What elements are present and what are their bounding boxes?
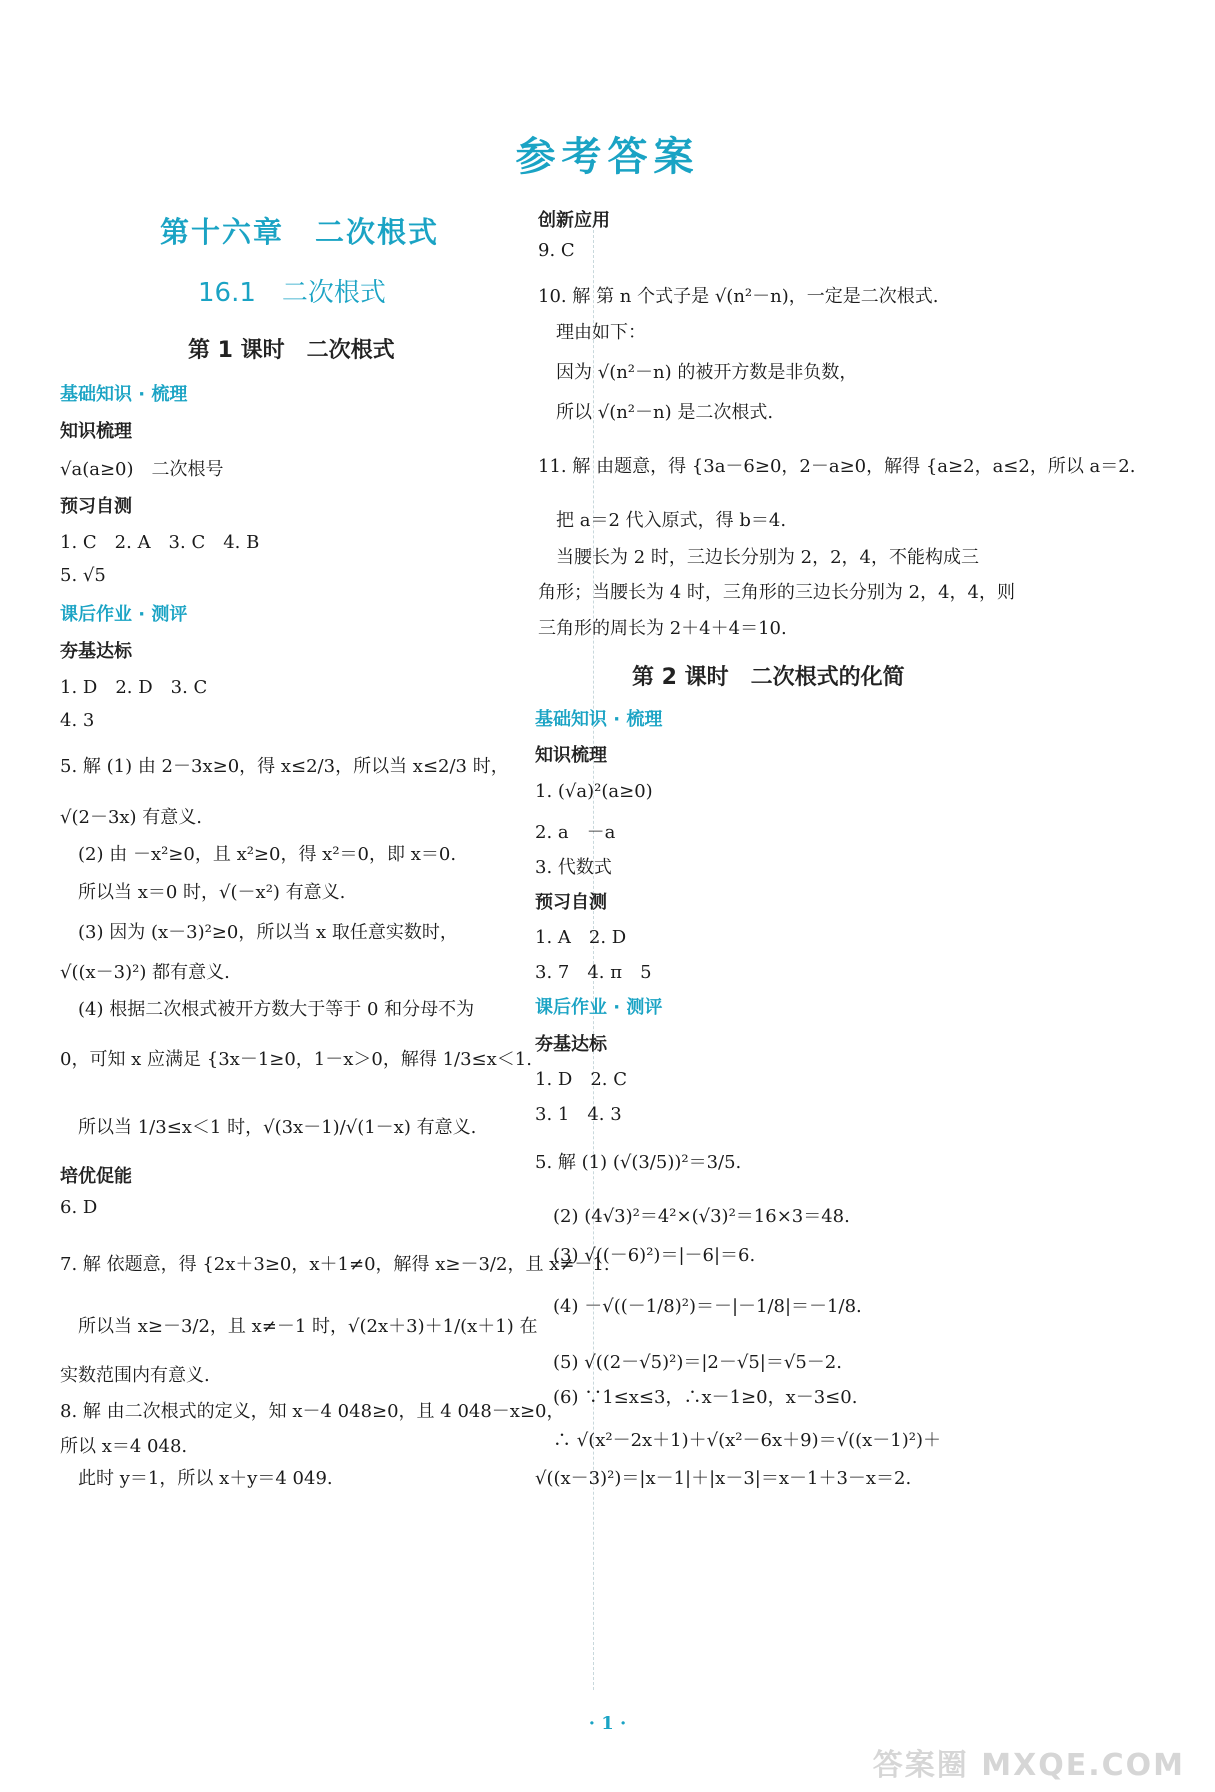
watermark: 答案圈 MXQE.COM xyxy=(872,1748,1185,1783)
chapter-title: 第十六章 二次根式 xyxy=(160,215,440,249)
answer-line: √a(a≥0) 二次根号 xyxy=(60,459,224,480)
answer-line: 11. 解 由题意，得 {3a－6≥0，2－a≥0，解得 {a≥2，a≤2，所以 a＝2. xyxy=(538,456,1136,477)
answer-line: 所以当 x＝0 时，√(－x²) 有意义. xyxy=(60,882,346,903)
answer-line: (4) －√((－1/8)²)＝－|－1/8|＝－1/8. xyxy=(535,1296,862,1317)
answer-line: 9. C xyxy=(538,240,575,261)
subsection-heading: 知识梳理 xyxy=(60,421,132,442)
answer-line: 10. 解 第 n 个式子是 √(n²－n)，一定是二次根式. xyxy=(538,286,939,307)
subsection-heading: 预习自测 xyxy=(535,892,607,913)
answer-line: 所以 √(n²－n) 是二次根式. xyxy=(538,402,774,423)
answer-line: 1. A 2. D xyxy=(535,927,627,948)
answer-line: (2) (4√3)²＝4²×(√3)²＝16×3＝48. xyxy=(535,1206,850,1227)
answer-line: 因为 √(n²－n) 的被开方数是非负数， xyxy=(538,362,858,383)
subsection-heading: 预习自测 xyxy=(60,496,132,517)
answer-line: 所以当 x≥－3/2，且 x≠－1 时，√(2x＋3)＋1/(x＋1) 在 xyxy=(60,1316,538,1337)
lesson-2-title: 第 2 课时 二次根式的化简 xyxy=(632,665,905,690)
page-number: · 1 · xyxy=(588,1713,627,1734)
section-tag: 课后作业 · 测评 xyxy=(60,604,188,625)
answer-line: 当腰长为 2 时，三边长分别为 2，2，4，不能构成三 xyxy=(538,547,979,568)
answer-line: 3. 7 4. π 5 xyxy=(535,962,652,983)
answer-line: 1. (√a)²(a≥0) xyxy=(535,781,653,802)
subsection-heading: 培优促能 xyxy=(60,1166,132,1187)
page-title: 参考答案 xyxy=(515,134,700,180)
section-title: 16.1 二次根式 xyxy=(198,278,386,308)
subsection-heading: 夯基达标 xyxy=(535,1034,607,1055)
answer-line: 此时 y＝1，所以 x＋y＝4 049. xyxy=(60,1468,333,1489)
subsection-heading: 创新应用 xyxy=(538,210,610,231)
subsection-heading: 知识梳理 xyxy=(535,745,607,766)
answer-line: 6. D xyxy=(60,1197,98,1218)
answer-line: 4. 3 xyxy=(60,710,95,731)
answer-line: (5) √((2－√5)²)＝|2－√5|＝√5－2. xyxy=(535,1352,842,1373)
answer-line: 0，可知 x 应满足 {3x－1≥0，1－x＞0，解得 1/3≤x＜1. xyxy=(60,1049,532,1070)
section-tag: 课后作业 · 测评 xyxy=(535,997,663,1018)
answer-line: 角形；当腰长为 4 时，三角形的三边长分别为 2，4，4，则 xyxy=(538,582,1015,603)
lesson-1-title: 第 1 课时 二次根式 xyxy=(188,338,395,363)
answer-line: 所以 x＝4 048. xyxy=(60,1436,188,1457)
answer-line: 5. √5 xyxy=(60,565,106,586)
answer-line: √((x－3)²)＝|x－1|＋|x－3|＝x－1＋3－x＝2. xyxy=(535,1468,912,1489)
section-tag: 基础知识 · 梳理 xyxy=(535,709,663,730)
answer-line: 3. 代数式 xyxy=(535,857,612,878)
answer-line: 8. 解 由二次根式的定义，知 x－4 048≥0，且 4 048－x≥0， xyxy=(60,1401,565,1422)
answer-line: (3) √((－6)²)＝|－6|＝6. xyxy=(535,1245,756,1266)
answer-line: 实数范围内有意义. xyxy=(60,1365,210,1386)
answer-line: 1. D 2. D 3. C xyxy=(60,677,208,698)
answer-line: 1. D 2. C xyxy=(535,1069,627,1090)
answer-line: 3. 1 4. 3 xyxy=(535,1104,622,1125)
answer-line: (4) 根据二次根式被开方数大于等于 0 和分母不为 xyxy=(60,999,475,1020)
answer-line: 7. 解 依题意，得 {2x＋3≥0，x＋1≠0，解得 x≥－3/2，且 x≠－1. xyxy=(60,1254,610,1275)
answer-line: 三角形的周长为 2＋4＋4＝10. xyxy=(538,618,787,639)
answer-line: ∴ √(x²－2x＋1)＋√(x²－6x＋9)＝√((x－1)²)＋ xyxy=(535,1430,941,1451)
subsection-heading: 夯基达标 xyxy=(60,641,132,662)
section-tag: 基础知识 · 梳理 xyxy=(60,384,188,405)
answer-line: 5. 解 (1) (√(3/5))²＝3/5. xyxy=(535,1152,742,1173)
answer-line: 5. 解 (1) 由 2－3x≥0，得 x≤2/3，所以当 x≤2/3 时， xyxy=(60,756,509,777)
answer-line: 理由如下： xyxy=(538,322,646,343)
answer-line: √(2－3x) 有意义. xyxy=(60,807,203,828)
answer-line: 所以当 1/3≤x＜1 时，√(3x－1)/√(1－x) 有意义. xyxy=(60,1117,477,1138)
answer-line: 2. a －a xyxy=(535,822,616,843)
answer-line: 1. C 2. A 3. C 4. B xyxy=(60,532,260,553)
answer-line: (6) ∵1≤x≤3，∴x－1≥0，x－3≤0. xyxy=(535,1387,858,1408)
answer-line: (3) 因为 (x－3)²≥0，所以当 x 取任意实数时， xyxy=(60,922,458,943)
answer-line: (2) 由 －x²≥0，且 x²≥0，得 x²＝0，即 x＝0. xyxy=(60,844,457,865)
answer-line: √((x－3)²) 都有意义. xyxy=(60,962,230,983)
answer-line: 把 a＝2 代入原式，得 b＝4. xyxy=(538,510,787,531)
